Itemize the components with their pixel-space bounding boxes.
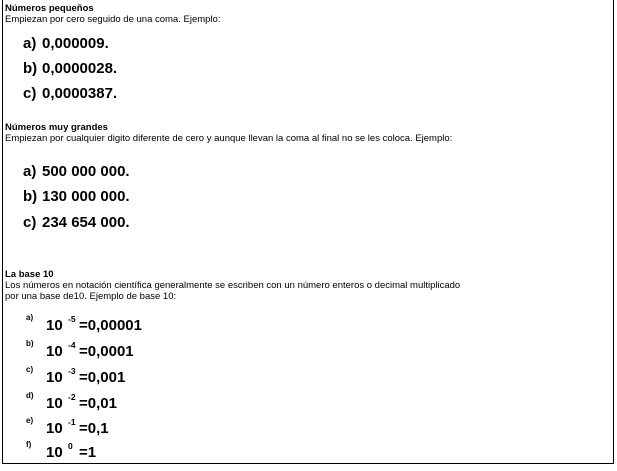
example-value: 0,000009. (42, 35, 109, 52)
power-exponent: -1 (68, 417, 76, 427)
small-numbers-heading: Números pequeños (5, 3, 94, 14)
power-base: 10 (46, 369, 63, 386)
power-exponent: -5 (68, 314, 76, 324)
example-value: 0,0000028. (42, 60, 118, 77)
small-numbers-description: Empiezan por cero seguido de una coma. Ejemplo: (5, 14, 221, 25)
small-example-a (23, 35, 109, 53)
example-label: a) (26, 313, 34, 322)
large-numbers-heading: Números muy grandes (5, 122, 108, 133)
small-example-c (23, 85, 117, 103)
example-label: a) (23, 35, 37, 52)
example-label: c) (26, 365, 34, 374)
example-value: 234 654 000. (42, 214, 130, 231)
small-example-b (23, 60, 117, 78)
power-result: =0,1 (79, 420, 109, 437)
power-result: =0,01 (79, 395, 117, 412)
large-example-c (23, 214, 130, 232)
power-base: 10 (46, 420, 63, 437)
example-label: a) (23, 163, 37, 180)
example-label: f) (26, 440, 32, 449)
example-label: e) (26, 416, 34, 425)
large-numbers-description: Empiezan por cualquier digito diferente de cero y aunque llevan la coma al final no se les coloca. Ejemplo: (5, 133, 453, 144)
example-value: 130 000 000. (42, 188, 130, 205)
power-exponent: -2 (68, 392, 76, 402)
large-example-a (23, 163, 130, 181)
base-ten-heading: La base 10 (5, 269, 54, 280)
power-exponent: -4 (68, 340, 76, 350)
example-label: c) (23, 85, 37, 102)
base-ten-description-line2: por una base de10. Ejemplo de base 10: (5, 291, 177, 302)
power-result: =1 (79, 444, 97, 461)
power-exponent: -3 (68, 366, 76, 376)
power-base: 10 (46, 343, 63, 360)
power-result: =0,00001 (79, 317, 142, 334)
base-ten-description-line1: Los números en notación científica generalmente se escriben con un número enteros o decimal multiplicado (5, 280, 461, 291)
power-base: 10 (46, 395, 63, 412)
power-exponent: 0 (68, 441, 73, 451)
example-label: c) (23, 214, 37, 231)
example-label: b) (26, 339, 34, 348)
power-result: =0,0001 (79, 343, 134, 360)
example-value: 500 000 000. (42, 163, 130, 180)
example-label: d) (26, 391, 34, 400)
example-label: b) (23, 60, 38, 77)
example-value: 0,0000387. (42, 85, 118, 102)
power-result: =0,001 (79, 369, 126, 386)
example-label: b) (23, 188, 38, 205)
document-page (2, 0, 614, 464)
power-base: 10 (46, 444, 63, 461)
large-example-b (23, 188, 130, 206)
power-base: 10 (46, 317, 63, 334)
